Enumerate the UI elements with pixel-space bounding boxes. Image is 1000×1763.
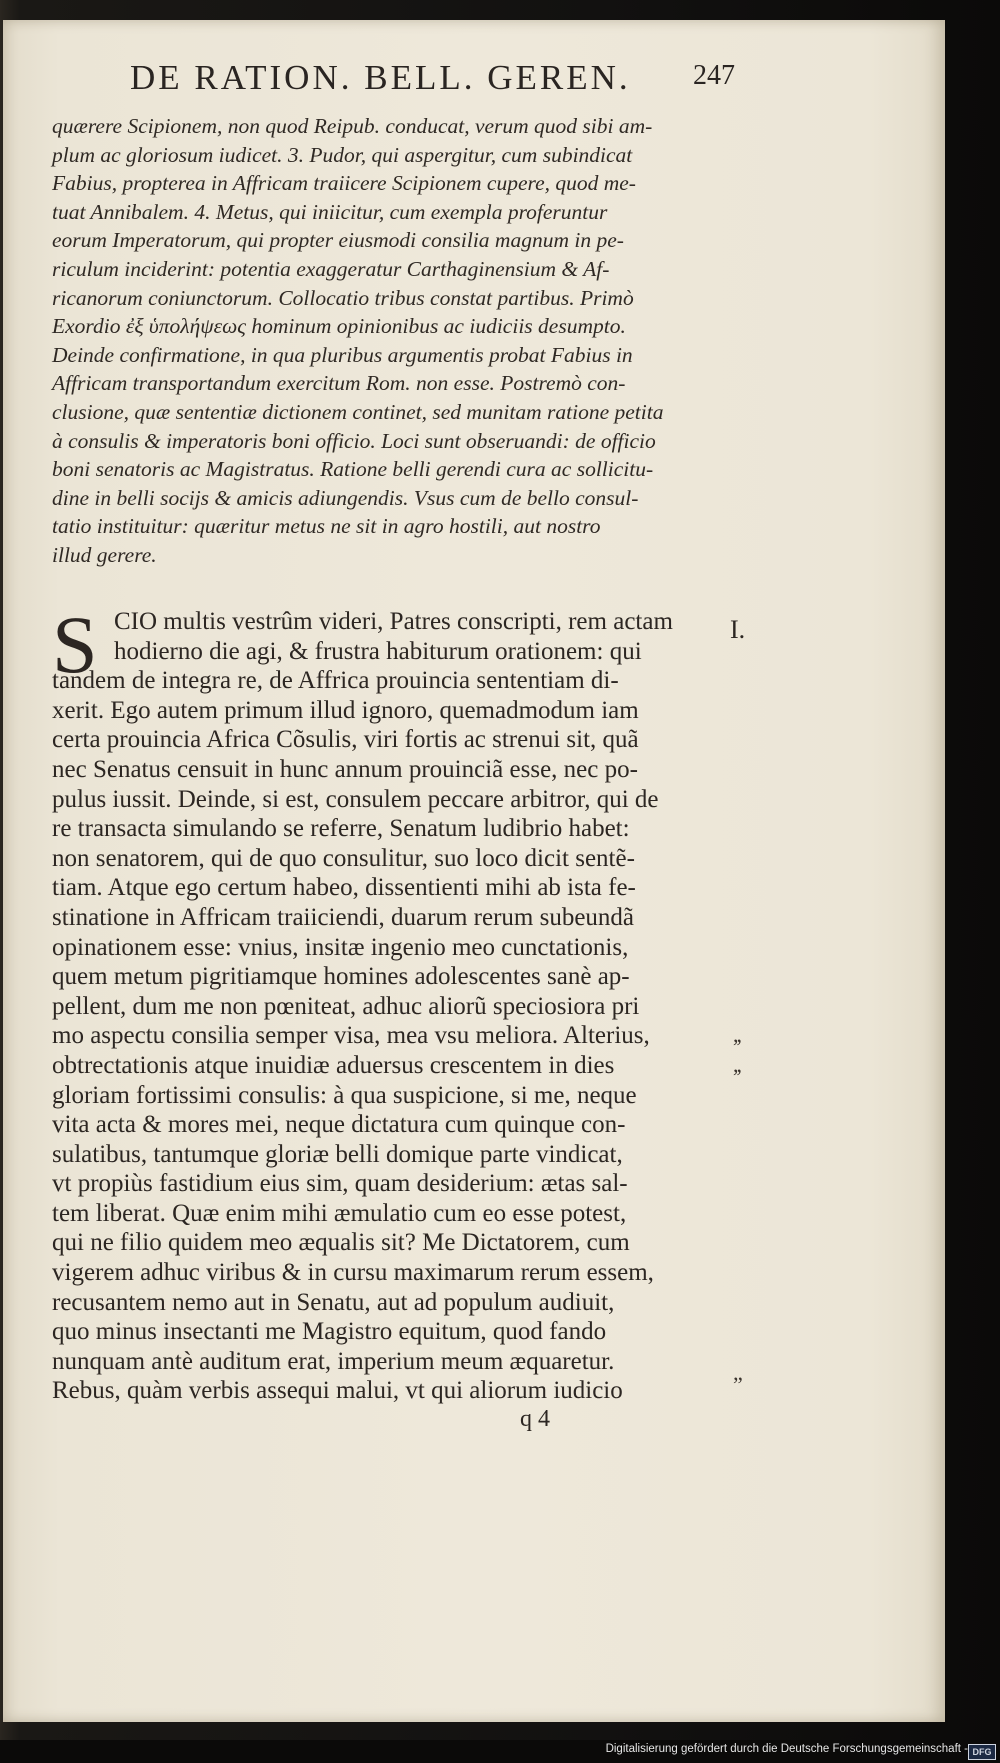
page-number: 247	[693, 60, 735, 91]
preface-line: boni senatoris ac Magistratus. Ratione belli gerendi cura ac sollicitu-	[52, 457, 654, 482]
funding-credit: Digitalisierung gefördert durch die Deutsche Forschungsgemeinschaft -	[605, 1743, 968, 1755]
body-line: quem metum pigritiamque homines adolescentes sanè ap-	[52, 963, 630, 991]
body-line: recusantem nemo aut in Senatu, aut ad populum audiuit,	[52, 1288, 615, 1316]
body-line: vita acta & mores mei, neque dictatura cum quinque con-	[52, 1111, 626, 1139]
body-line: nec Senatus censuit in hunc annum prouinciã esse, nec po-	[52, 755, 638, 783]
preface-line: Deinde confirmatione, in qua pluribus argumentis probat Fabius in	[52, 342, 633, 367]
running-title: DE RATION. BELL. GEREN.	[130, 58, 631, 97]
body-line: xerit. Ego autem primum illud ignoro, quemadmodum iam	[52, 696, 639, 724]
section-numeral: I.	[730, 615, 746, 644]
body-line: re transacta simulando se referre, Senatum ludibrio habet:	[52, 815, 630, 843]
dfg-logo-icon: DFG	[968, 1744, 996, 1760]
preface-line: tatio instituitur: quæritur metus ne sit in agro hostili, aut nostro	[52, 514, 601, 539]
margin-quote-mark: ,,	[733, 1022, 740, 1047]
body-line: sulatibus, tantumque gloriæ belli domique parte vindicat,	[52, 1140, 623, 1168]
preface-line: Fabius, propterea in Affricam traiicere Scipionem cupere, quod me-	[52, 171, 636, 196]
preface-line: illud gerere.	[52, 542, 157, 567]
body-line: quo minus insectanti me Magistro equitum, quod fando	[52, 1318, 607, 1346]
preface-line: ricanorum coniunctorum. Collocatio tribus constat partibus. Primò	[52, 285, 634, 310]
preface-line: quærere Scipionem, non quod Reipub. conducat, verum quod sibi am-	[52, 114, 653, 138]
preface-line: clusione, quæ sententiæ dictionem continet, sed munitam ratione petita	[52, 399, 664, 424]
body-line: stinatione in Affricam traiiciendi, duarum rerum subeundã	[52, 903, 635, 931]
body-line: tiam. Atque ego certum habeo, dissentienti mihi ab ista fe-	[52, 874, 636, 902]
preface-line: dine in belli socijs & amicis adiungendis. Vsus cum de bello consul-	[52, 485, 639, 510]
body-line: nunquam antè auditum erat, imperium meum æquaretur.	[52, 1347, 615, 1375]
body-line: vt propiùs fastidium eius sim, quam desiderium: ætas sal-	[52, 1170, 628, 1198]
body-line: Rebus, quàm verbis assequi malui, vt qui aliorum iudicio	[52, 1377, 623, 1405]
preface-line: tuat Annibalem. 4. Metus, qui iniicitur, cum exempla proferuntur	[52, 199, 608, 224]
body-line: gloriam fortissimi consulis: à qua suspicione, si me, neque	[52, 1081, 637, 1109]
drop-cap-initial: S	[52, 599, 98, 690]
preface-line: plum ac gloriosum iudicet. 3. Pudor, qui aspergitur, cum subindicat	[52, 142, 633, 167]
body-line: certa prouincia Africa Cõsulis, viri fortis ac strenui sit, quã	[52, 726, 639, 754]
preface-line: eorum Imperatorum, qui propter eiusmodi consilia magnum in pe-	[52, 228, 624, 253]
body-line: non senatorem, qui de quo consulitur, suo loco dicit sentẽ-	[52, 844, 635, 872]
oration-body	[52, 599, 732, 1406]
body-line: opinationem esse: vnius, insitæ ingenio meo cunctationis,	[52, 933, 629, 961]
body-line: obtrectationis atque inuidiæ aduersus crescentem in dies	[52, 1051, 615, 1079]
margin-quote-mark: ,,	[733, 1052, 740, 1077]
body-line: mo aspectu consilia semper visa, mea vsu meliora. Alterius,	[52, 1022, 650, 1050]
preface-line: Exordio ἐξ ὑπολήψεως hominum opinionibus ac iudiciis desumpto.	[52, 314, 626, 339]
margin-quote-mark: ”	[733, 1372, 741, 1397]
body-line: pellent, dum me non pœniteat, adhuc aliorũ speciosiora pri	[52, 992, 640, 1020]
preface-line: Affricam transportandum exercitum Rom. non esse. Postremò con-	[52, 371, 626, 396]
body-line: CIO multis vestrûm videri, Patres conscripti, rem actam	[114, 608, 673, 635]
body-line: tem liberat. Quæ enim mihi æmulatio cum eo esse potest,	[52, 1199, 627, 1227]
body-line: hodierno die agi, & frustra habiturum orationem: qui	[114, 637, 642, 665]
body-line: pulus iussit. Deinde, si est, consulem peccare arbitror, qui de	[52, 785, 659, 813]
body-line: tandem de integra re, de Affrica prouincia sententiam di-	[52, 667, 619, 695]
italic-preface	[52, 112, 732, 582]
signature-catchword: q 4	[520, 1406, 550, 1432]
body-line: qui ne filio quidem meo æqualis sit? Me Dictatorem, cum	[52, 1229, 630, 1257]
preface-line: riculum inciderint: potentia exaggeratur Carthaginensium & Af-	[52, 256, 610, 281]
body-line: vigerem adhuc viribus & in cursu maximarum rerum essem,	[52, 1259, 654, 1287]
preface-line: à consulis & imperatoris boni officio. Loci sunt obseruandi: de officio	[52, 428, 656, 453]
